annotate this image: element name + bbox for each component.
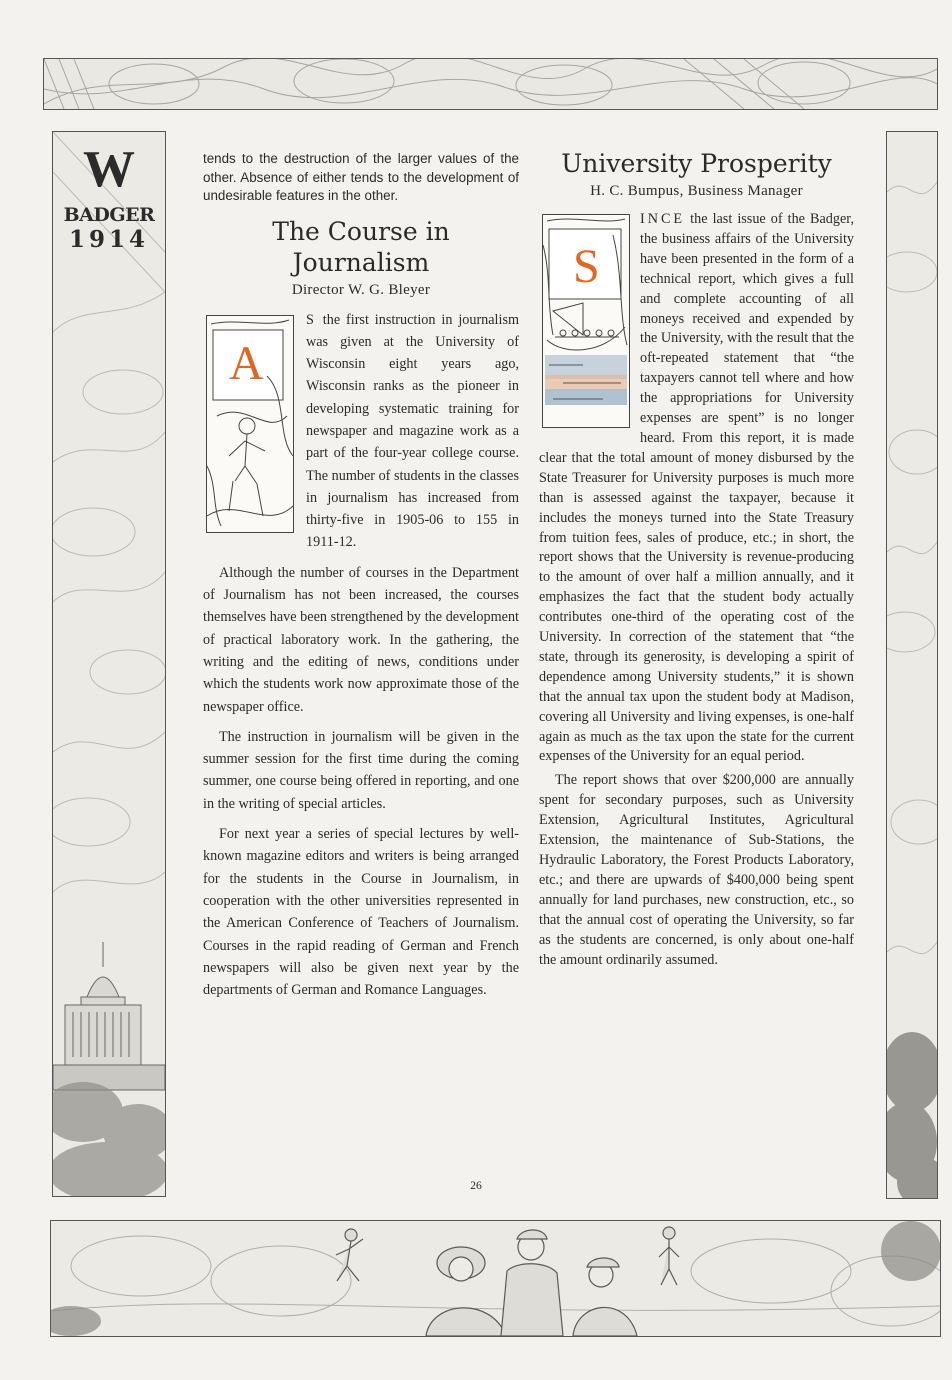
- sidebar-cloud-art-right: [887, 132, 937, 1198]
- continued-text: tends to the destruction of the larger values of the other. Absence of either tends to the development of undesirable features in the other.: [203, 151, 519, 203]
- badger-logo-name: BADGER: [63, 204, 155, 226]
- journalism-title: [203, 216, 519, 278]
- page-number: 26: [470, 1180, 482, 1192]
- left-sidebar-border: [52, 131, 166, 1197]
- journalism-paragraph-1-text: the first instruction in journalism was given at the University of Wisconsin eight years ago, Wisconsin ranks as the pioneer in developing systematic training for newspaper and magazine work as a part of the four-year college course. The number of students in the classes in journalism has increased from thirty-five in 1905-06 to 155 in 1911-12.: [306, 311, 519, 551]
- left-column: [203, 150, 519, 1001]
- drop-cap-letter-a: A: [229, 336, 264, 390]
- prosperity-article: [539, 148, 854, 970]
- journalism-paragraph-2: Although the number of courses in the Department of Journalism has not been increased, the courses themselves have been strengthened by the development of practical laboratory work. In the gathering, the writing and the editing of news, conditions under which the students work now approximate those of the newspaper office.: [203, 564, 519, 715]
- drop-cap-s-illustration: [542, 214, 630, 428]
- journalism-title-line1: The Course in: [272, 216, 450, 246]
- drop-cap-letter-s: S: [573, 240, 600, 293]
- prosperity-byline: H. C. Bumpus, Business Manager: [590, 183, 803, 199]
- prosperity-title: University Prosperity: [561, 149, 832, 178]
- prosperity-first-word: INCE: [640, 211, 686, 227]
- journalism-first-letter: S: [306, 311, 317, 328]
- journalism-paragraph-4: For next year a series of special lectures by well-known magazine editors and writers is being arranged for the students in the Course in Journalism, in cooperation with the other universities represented in the American Conference of Teachers of Journalism. Courses in the rapid reading of German and French newspapers will also be given next year by the departments of German and Romance Languages.: [203, 826, 519, 999]
- journalism-paragraph-3: The instruction in journalism will be given in the summer session for the first time during the coming summer, one course being offered in reporting, and one in the writing of special articles.: [203, 728, 519, 812]
- badger-logo-letter: W: [83, 141, 135, 198]
- journalism-title-line2: Journalism: [292, 247, 430, 277]
- badger-logo-year: 1914: [68, 226, 149, 253]
- right-column: [539, 148, 854, 970]
- top-decorative-border: [43, 58, 938, 110]
- right-sidebar-border: [886, 131, 938, 1199]
- floral-border-art: [44, 59, 937, 109]
- journalism-byline: Director W. G. Bleyer: [291, 281, 431, 298]
- prosperity-paragraph-2: The report shows that over $200,000 are annually spent for secondary purposes, such as University Extension, Agricultural Institutes, Agricultural Extension, the maintenance of Sub-Stations, the Hydraulic Laboratory, the Forest Products Laboratory, etc.; and there are upwards of $400,000 being spent annually for land purchases, new construction, etc., so that the annual cost of operating the University, so far as the students are concerned, is only about one-half the amount ordinarily assumed.: [539, 772, 854, 968]
- drop-cap-a-illustration: [206, 315, 294, 533]
- campus-scene-art: [51, 1221, 940, 1336]
- bottom-illustration-border: [50, 1220, 941, 1337]
- journalism-article: [203, 216, 519, 1002]
- prosperity-paragraph-1-text: the last issue of the Badger, the business affairs of the University have been presented in the form of a technical report, which gives a full and complete accounting of all moneys received and expended by the University, with the result that the oft-repeated statement that “the taxpayers cannot tell where and how the appropriations for University expenses are spent” is no longer heard. From this report, it is made clear that the total amount of money disbursed by the State Treasurer for University purposes is much more than is assessed against the taxpayer, because it includes the moneys turned into the State Treasury from tuition fees, sales of produce, etc.; in short, the report shows that the University is revenue-producing to the amount of over half a million annually, and it emphasizes the fact that the student body actually contributes one-third of the operating cost of the University. In correction of the statement that “the state, through its generosity, is developing a spirit of dependence among University students,” it is shown that the annual tax upon the student body at Madison, covering all University and living expenses, is one-half again as much as the tax upon the state for the current expenses of the University for an equal period.: [539, 211, 854, 765]
- sidebar-cloud-art: [53, 132, 165, 1196]
